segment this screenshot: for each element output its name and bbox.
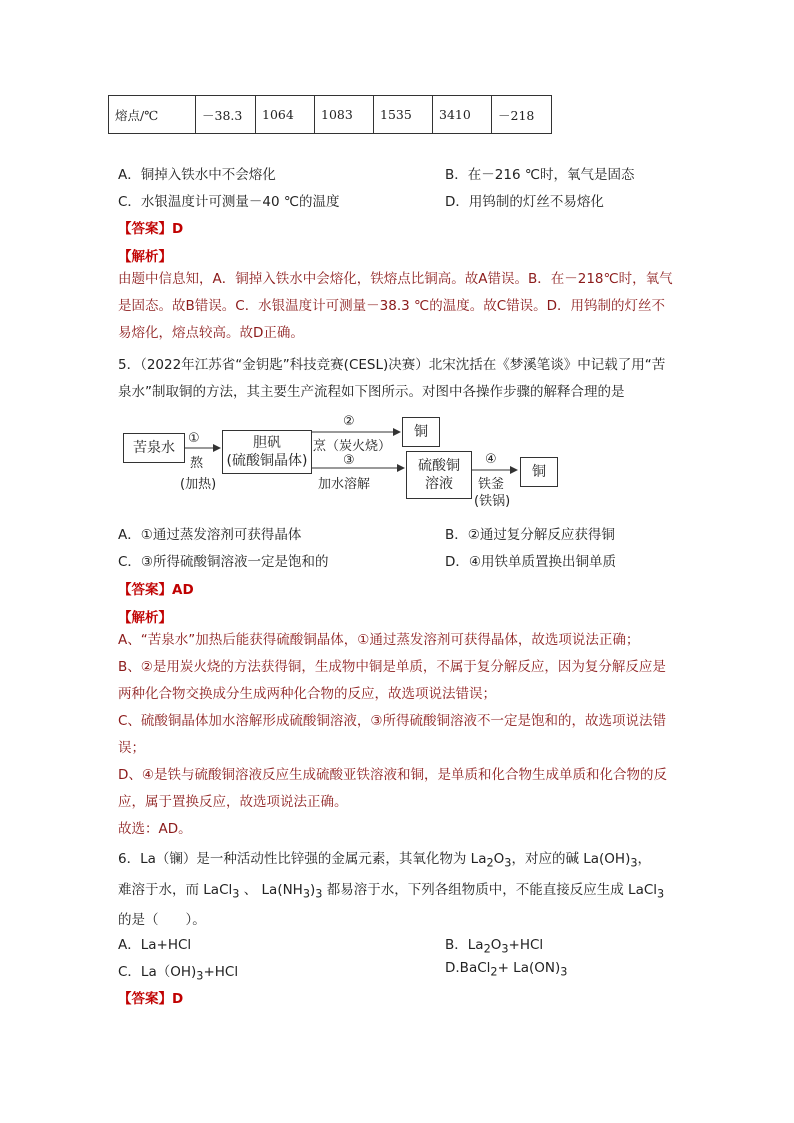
box-blue-vitriol-sub: (硫酸铜晶体) bbox=[226, 453, 308, 469]
step2-label: 烹（炭火烧） bbox=[313, 439, 392, 454]
q6-option-d: D.BaCl$_2$+ $La(ON)_3$ bbox=[445, 960, 568, 979]
q5-stem: 5．（2022年江苏省“金钥匙”科技竞赛(CESL)决赛）北宋沈括在《梦溪笔谈》中记载了用“苦泉水”制取铜的方法，其主要生产流程如下图所示。对图中各操作步骤的解释合理的是 bbox=[118, 357, 666, 400]
step1-label: 熬 bbox=[190, 456, 204, 471]
box-copper-sulfate-solution bbox=[406, 451, 472, 499]
table-cell: －38.3 bbox=[196, 96, 256, 134]
box-bitter-spring-water: 苦泉水 bbox=[123, 433, 185, 463]
q4-option-d: D．用钨制的灯丝不易熔化 bbox=[445, 194, 604, 210]
q4-answer: 【答案】D bbox=[118, 221, 184, 237]
flow-arrows bbox=[0, 0, 794, 520]
q5-analysis-a: A、“苦泉水”加热后能获得硫酸铜晶体，①通过蒸发溶剂可获得晶体，故选项说法正确； bbox=[118, 632, 640, 648]
table-header-cell: 熔点/℃ bbox=[109, 96, 196, 134]
step1-note: (加热) bbox=[180, 477, 217, 492]
q5-option-b: B．②通过复分解反应获得铜 bbox=[445, 527, 615, 543]
table-cell: 3410 bbox=[433, 96, 492, 134]
q5-analysis-conclusion: 故选：AD。 bbox=[118, 821, 192, 837]
q4-analysis-tag: 【解析】 bbox=[118, 249, 172, 265]
q5-option-a: A．①通过蒸发溶剂可获得晶体 bbox=[118, 527, 302, 543]
q6-answer: 【答案】D bbox=[118, 991, 184, 1007]
q6-stem bbox=[118, 846, 678, 934]
table-cell: －218 bbox=[492, 96, 552, 134]
box-copper-1: 铜 bbox=[402, 417, 440, 447]
q4-option-b: B．在－216 ℃时，氧气是固态 bbox=[445, 167, 635, 183]
q5-analysis-c: C、硫酸铜晶体加水溶解形成硫酸铜溶液，③所得硫酸铜溶液不一定是饱和的，故选项说法错误； bbox=[118, 713, 667, 756]
table-cell: 1064 bbox=[256, 96, 315, 134]
q6-stem-line1: 6．La（镧）是一种活动性比锌强的金属元素，其氧化物为 $La_2O_3$，对应的碱 $La(OH)_3$， bbox=[118, 851, 652, 870]
q5-answer: 【答案】AD bbox=[118, 582, 194, 598]
step1-number: ① bbox=[188, 431, 200, 446]
q5-analysis-b: B、②是用炭火烧的方法获得铜，生成物中铜是单质，不属于复分解反应，因为复分解反应是两种化合物交换成分生成两种化合物的反应，故选项说法错误； bbox=[118, 659, 666, 702]
table-cell: 1083 bbox=[315, 96, 374, 134]
q5-analysis bbox=[118, 627, 678, 843]
step4-note: (铁锅) bbox=[474, 494, 511, 509]
box-blue-vitriol-label: 胆矾 bbox=[253, 435, 281, 451]
q5-option-d: D．④用铁单质置换出铜单质 bbox=[445, 554, 616, 570]
table-cell: 1535 bbox=[374, 96, 433, 134]
step4-label: 铁釜 bbox=[478, 477, 505, 492]
q5-analysis-tag: 【解析】 bbox=[118, 610, 172, 626]
step3-number: ③ bbox=[343, 453, 355, 468]
box-solution-sub: 溶液 bbox=[425, 476, 453, 492]
q6-option-a: A．La+HCl bbox=[118, 937, 192, 953]
step3-label: 加水溶解 bbox=[318, 477, 371, 492]
q4-analysis: 由题中信息知，A．铜掉入铁水中会熔化，铁熔点比铜高。故A错误。B．在－218℃时，氧气是固态。故B错误。C．水银温度计可测量－38.3 ℃的温度。故C错误。D．用钨制的灯丝不易熔化，熔点较高。故D正确。 bbox=[118, 271, 673, 341]
q5-analysis-d: D、④是铁与硫酸铜溶液反应生成硫酸亚铁溶液和铜，是单质和化合物生成单质和化合物的反应，属于置换反应，故选项说法正确。 bbox=[118, 767, 667, 810]
q6-option-c: C．$La(OH)_3+HCl$ bbox=[118, 964, 239, 983]
box-copper-2: 铜 bbox=[520, 457, 558, 487]
q6-option-b: B．$La_2O_3+HCl$ bbox=[445, 937, 544, 956]
step4-number: ④ bbox=[485, 452, 497, 467]
step2-number: ② bbox=[343, 414, 355, 429]
q5-option-c: C．③所得硫酸铜溶液一定是饱和的 bbox=[118, 554, 329, 570]
box-blue-vitriol bbox=[222, 430, 312, 474]
q6-stem-line2: 难溶于水，而 LaCl$_3$ 、 $La(NH_3)_3$ 都易溶于水，下列各组物质中，不能直接反应生成 LaCl$_3$ bbox=[118, 881, 665, 901]
box-solution-label: 硫酸铜 bbox=[418, 458, 460, 474]
q4-option-c: C．水银温度计可测量－40 ℃的温度 bbox=[118, 194, 340, 210]
q6-stem-line3: 的是（ ）。 bbox=[118, 912, 206, 929]
q4-option-a: A．铜掉入铁水中不会熔化 bbox=[118, 167, 276, 183]
